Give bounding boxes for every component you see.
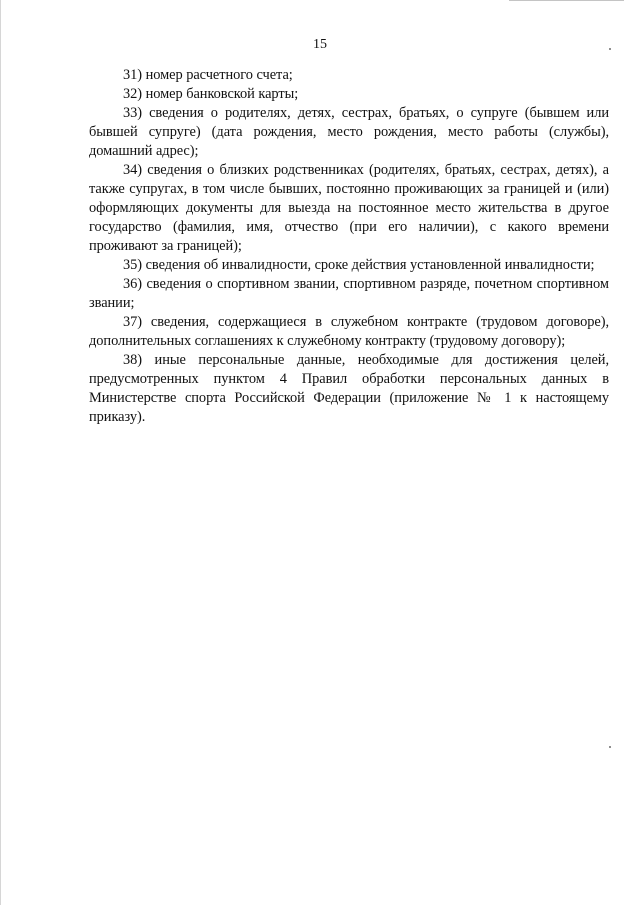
list-item: 38) иные персональные данные, необходимые для достижения целей, предусмотренных пунктом 4 Правил обработки персональных данных в Министерстве спорта Российской Федерации (приложение № 1 к настоящему приказу).: [89, 352, 609, 425]
scan-dot: [609, 746, 611, 748]
list-item: 33) сведения о родителях, детях, сестрах, братьях, о супруге (бывшем или бывшей супруге) (дата рождения, место рождения, место работы (службы), домашний адрес);: [89, 105, 609, 159]
list-item: 35) сведения об инвалидности, сроке действия установленной инвалидности;: [123, 257, 595, 273]
list-item: 32) номер банковской карты;: [123, 86, 299, 102]
scan-left-edge: [0, 0, 1, 905]
list-item: 36) сведения о спортивном звании, спортивном разряде, почетном спортивном звании;: [89, 276, 609, 311]
scan-edge-mark: [509, 0, 624, 1]
list-item: 31) номер расчетного счета;: [123, 67, 293, 83]
page-number: 15: [313, 37, 327, 52]
list-item: 34) сведения о близких родственниках (родителях, братьях, сестрах, детях), а также супругах, в том числе бывших, постоянно проживающих за границей и (или) оформляющих документы для выезда на постоянное место жительства в другое государство (фамилия, имя, отчество (при его наличии), с какого времени проживают за границей);: [89, 162, 609, 254]
list-item: 37) сведения, содержащиеся в служебном контракте (трудовом договоре), дополнительных соглашениях к служебному контракту (трудовому договору);: [89, 314, 609, 349]
document-body: [89, 66, 609, 427]
